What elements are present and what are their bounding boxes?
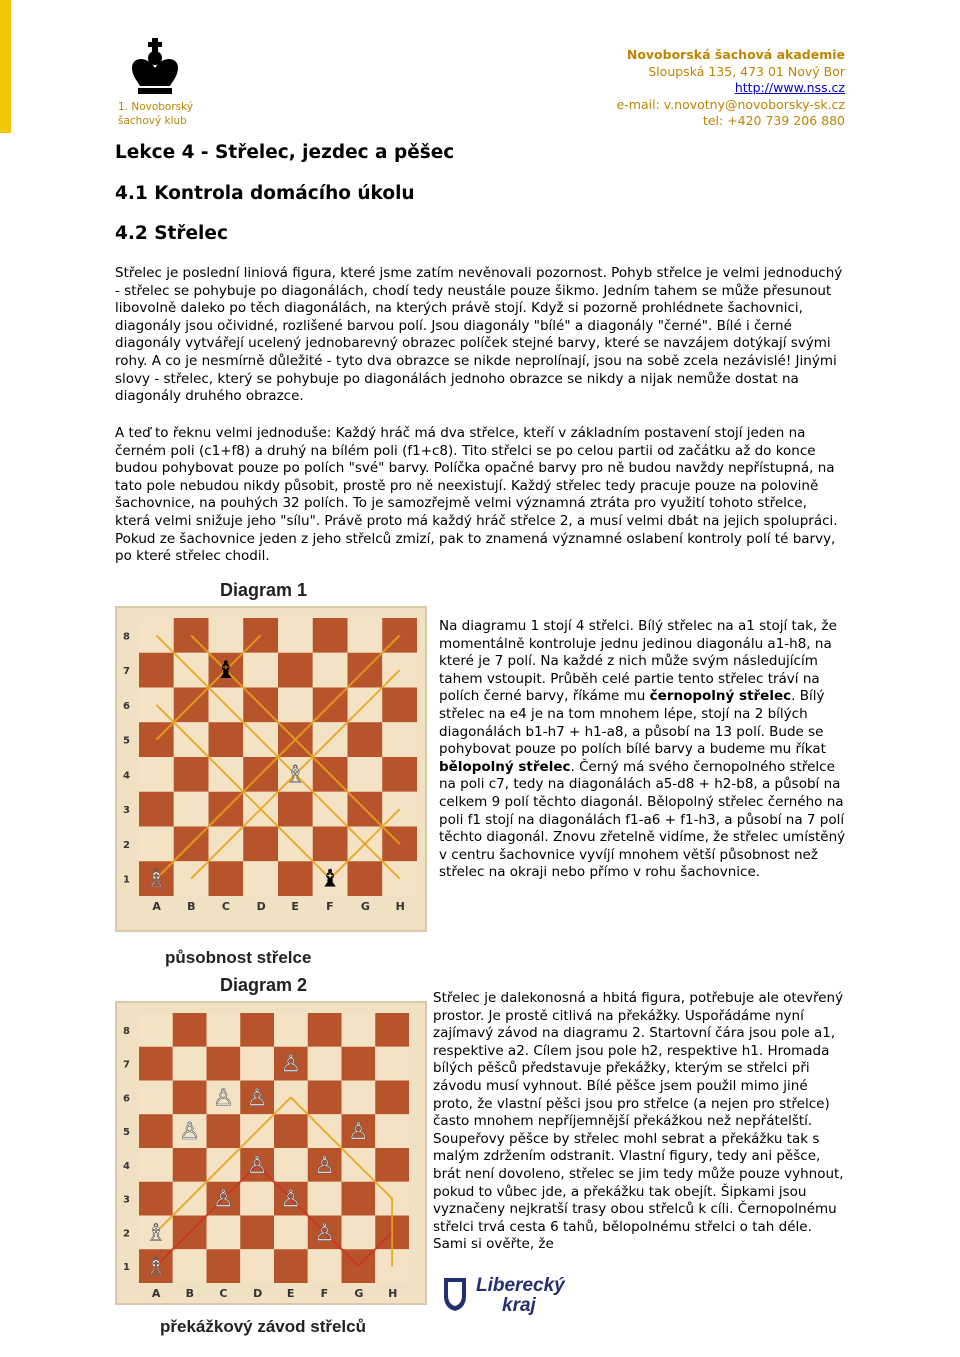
board-square [375,1047,409,1081]
paragraph-2: A teď to řeknu velmi jednoduše: Každý hráč má dva střelce, kteří v základním postavení stojí jeden na černém poli (c1+f8) a druhý na bílém poli (f1+c8). Tito střelci se po celou partii od začátku až do konce budou pohybovat pouze po polích "své" barvy. Políčka opačné barvy pro ně budou navždy nepřístupná, na tato pole nebudou nikdy působit, prostě pro ně neexistují. Každý střelec tedy pracuje pouze na polovině šachovnice, na pouhých 32 polích. To je samozřejmě velmi významná ztráta pro využití tohoto střelce, která velmi snižuje jeho "sílu". Právě proto má každý hráč střelce 2, a musí velmi dbát na jejich spolupráci. Pokud ze šachovnice jeden z jeho střelců zmizí, pak to znamená významné oslabení kontroly polí té barvy, po které střelec chodil. [115,425,838,565]
club-name-line1: 1. Novoborský [118,101,194,113]
diagram-1-text-part2: . Bílý střelec na e4 je na tom mnohem lépe, stojí na 2 bílých diagonálách b1-h7 + h1-a8, a působí na 13 polí. Bude se pohybovat pouze po polích bílé barvy a budeme mu říkat [439,688,826,758]
rank-label: 4 [123,770,130,782]
board-square [308,1249,342,1283]
board-square [313,827,348,862]
file-label: H [395,900,405,913]
rank-label: 3 [123,1194,130,1206]
board-square [375,1081,409,1115]
diagram-1-text-part3: . Černý má svého černopolného střelce na poli c7, tedy na diagonálách a5-d8 + h2-b8, a působí na celkem 9 polí těchto diagonál. Bělopolný střelec černého na poli f1 stojí na diagonálách f1-a6 + f1-h3, a působí na 7 polí těchto diagonál. Znovu zřetelně vidíme, že střelec umístěný v centru šachovnice vyvíjí mnohem větší působnost než střelec na okraji nebo přímo v rohu šachovnice. [439,758,846,881]
board-square [308,1047,342,1081]
black-bishop-piece: ♝ [319,863,342,893]
board-square [173,1148,207,1182]
yellow-edge-bar [0,0,11,133]
board-square [139,757,174,792]
board-square [274,1114,308,1148]
board-square [240,1182,274,1216]
board-square [240,1013,274,1047]
board-square [308,1013,342,1047]
board-square [139,1047,173,1081]
board-square [139,653,174,688]
board-square [274,1216,308,1250]
liberec-region-logo [440,1276,565,1316]
white-pawn-piece: ♙ [314,1218,336,1247]
board-square [207,1249,241,1283]
rank-label: 8 [123,1025,130,1037]
diagram-2-caption: překážkový závod střelců [160,1317,366,1336]
section-heading-4-2: 4.2 Střelec [115,223,228,244]
board-square [382,722,417,757]
board-square [173,1249,207,1283]
club-logo [118,38,194,128]
file-label: B [187,900,196,913]
board-square [207,1216,241,1250]
rank-label: 5 [123,735,130,747]
board-square [139,1148,173,1182]
board-square [382,688,417,723]
file-label: C [219,1287,228,1300]
board-square [243,827,278,862]
rank-label: 8 [123,631,130,643]
board-square [278,688,313,723]
website-link[interactable]: http://www.nss.cz [734,80,845,95]
file-label: F [320,1287,329,1300]
paragraph-1: Střelec je poslední liniová figura, které jsme zatím nevěnovali pozornost. Pohyb střelce je velmi jednoduchý - střelec se pohybuje po diagonálách, chodí tedy neustále pouze šikmo. Jedním tahem se může přesunout libovolně daleko po těch diagonálách, na kterých právě stojí. Když si pozorně prohlédnete šachovnici, diagonály jsou očividné, rozlišené barvou polí. Jsou diagonály "bílé" a diagonály "černé". Bílé i černé diagonály vytvářejí ucelený jednobarevný obrazec políček stejné barvy, které se navzájem dotýkají svými rohy. A co je nesmírně důležité - tyto dva obrazce se nikde neprolínají, jsou na sobě zcela nezávislé! Jinými slovy - střelec, který se pohybuje po diagonálách jednoho obrazce se nikdy a nijak nemůže dostat na diagonály druhého obrazce. [115,265,843,405]
diagram-1 [115,580,427,968]
board-square [342,1013,376,1047]
board-square [342,1081,376,1115]
rank-label: 1 [123,1262,130,1274]
liberec-logo-line1: Liberecký [476,1275,565,1296]
diagram-2-title: Diagram 2 [220,975,308,995]
board-square [207,1047,241,1081]
board-square [173,1081,207,1115]
board-square [174,757,209,792]
board-square [240,1249,274,1283]
rank-label: 7 [123,666,130,678]
board-square [278,861,313,896]
board-square [139,1013,173,1047]
club-name-line2: šachový klub [118,115,187,127]
board-square [375,1148,409,1182]
diagram-2-board [115,1001,427,1305]
white-pawn-piece: ♙ [212,1184,234,1213]
chess-king-icon [128,38,182,96]
header-contact [617,47,845,130]
diagram-1-board [115,606,427,932]
board-square [342,1182,376,1216]
term-light-squared-bishop: bělopolný střelec [439,758,571,775]
diagram-2-description: Střelec je dalekonosná a hbitá figura, potřebuje ale otevřený prostor. Je prostě citlivá na překážky. Uspořádáme nyní zajímavý závod na diagramu 2. Startovní čára jsou pole a1, respektive a2. Cílem jsou pole h2, respektive h1. Hromada bílých pěšců představuje překážky, kterým se střelci při závodu musí vyhnout. Bílé pěšce jsem použil mimo jiné proto, že vlastní pěšci jsou pro střelce (a nejen pro střelce) často mnohem nepříjemnější překážkou než nepřátelští. Soupeřovy pěšce by střelec mohl sebrat a překážku tak s malým zdržením odstranit. Vlastní figury, tedy ani pěšce, brát není dovoleno, střelec se jim tedy může pouze vyhnout, pokud to vůbec jde, a překážku tak obejít. Šipkami jsou vyznačeny nejkratší trasy obou střelců k cíli. Černopolnému střelci trvá cesta 6 tahů, bělopolnému střelci o tah déle. Sami si ověřte, že [433,990,844,1253]
white-pawn-piece: ♙ [246,1083,268,1112]
file-label: D [256,900,266,913]
board-square [209,618,244,653]
board-square [243,861,278,896]
board-square [278,653,313,688]
white-bishop-piece: ♗ [284,759,307,789]
rank-label: 6 [123,1093,130,1105]
board-square [207,1114,241,1148]
board-square [348,861,383,896]
board-square [240,1216,274,1250]
board-square [278,792,313,827]
white-bishop-piece: ♗ [145,1252,167,1281]
white-pawn-piece: ♙ [212,1083,234,1112]
section-heading-4-1: 4.1 Kontrola domácího úkolu [115,183,415,204]
liberec-logo-icon [440,1276,470,1312]
board-square [274,1148,308,1182]
rank-label: 5 [123,1127,130,1139]
diagram-1-caption: působnost střelce [165,948,312,967]
board-square [313,618,348,653]
black-bishop-piece: ♝ [214,655,237,685]
white-pawn-piece: ♙ [179,1117,201,1146]
file-label: H [388,1287,398,1300]
board-square [139,1081,173,1115]
board-square [382,757,417,792]
diagram-2 [115,975,427,1337]
lesson-title: Lekce 4 - Střelec, jezdec a pěšec [115,142,455,163]
board-square [274,1249,308,1283]
file-label: G [360,900,370,913]
org-name: Novoborská šachová akademie [626,47,845,62]
board-square [139,792,174,827]
board-square [348,757,383,792]
file-label: A [151,1287,161,1300]
liberec-logo-line2: kraj [502,1295,536,1316]
board-square [209,722,244,757]
chessboard-1 [117,608,425,930]
email[interactable]: e-mail: v.novotny@novoborsky-sk.cz [616,96,845,112]
rank-label: 4 [123,1160,130,1172]
term-dark-squared-bishop: černopolný střelec [649,688,792,705]
board-square [139,827,174,862]
board-square [174,792,209,827]
rank-label: 3 [123,805,130,817]
board-square [348,722,383,757]
rank-label: 2 [123,1228,130,1240]
diagram-1-text-part1: Na diagramu 1 stojí 4 střelci. Bílý střelec na a1 stojí tak, že momentálně kontroluje jednu jedinou diagonálu a1-h8, na které je 7 polí. Na každé z nich může svým následujícím tahem vstoupit. Průběh celé partie tento střelec tráví na polích černé barvy, říkáme mu [439,618,837,705]
board-square [348,618,383,653]
board-square [173,1047,207,1081]
white-pawn-piece: ♙ [280,1184,302,1213]
rank-label: 1 [123,874,130,886]
white-bishop-piece: ♗ [145,1218,167,1247]
file-label: F [326,900,334,913]
board-square [342,1216,376,1250]
diagram-1-title: Diagram 1 [220,580,308,600]
phone: tel: +420 739 206 880 [702,113,845,128]
board-square [139,1114,173,1148]
white-bishop-piece: ♗ [145,863,168,893]
file-label: A [152,900,161,913]
board-square [240,1047,274,1081]
file-label: G [354,1287,364,1300]
board-square [313,653,348,688]
board-square [342,1047,376,1081]
board-square [139,1182,173,1216]
board-square [308,1182,342,1216]
rank-label: 7 [123,1059,130,1071]
white-pawn-piece: ♙ [347,1117,369,1146]
address: Sloupská 135, 473 01 Nový Bor [648,63,845,79]
diagram-1-description [439,618,849,882]
rank-label: 2 [123,839,130,851]
file-label: B [185,1287,195,1300]
rank-label: 6 [123,700,130,712]
file-label: E [291,900,299,913]
board-square [173,1013,207,1047]
white-pawn-piece: ♙ [280,1049,302,1078]
board-square [274,1013,308,1047]
white-pawn-piece: ♙ [314,1150,336,1179]
board-square [278,618,313,653]
chessboard-2 [117,1003,425,1303]
board-square [308,1081,342,1115]
board-square [375,1114,409,1148]
file-label: E [286,1287,295,1300]
file-label: D [253,1287,263,1300]
white-pawn-piece: ♙ [246,1150,268,1179]
board-square [243,653,278,688]
board-square [375,1013,409,1047]
board-square [207,1013,241,1047]
board-square [209,861,244,896]
file-label: C [221,900,230,913]
